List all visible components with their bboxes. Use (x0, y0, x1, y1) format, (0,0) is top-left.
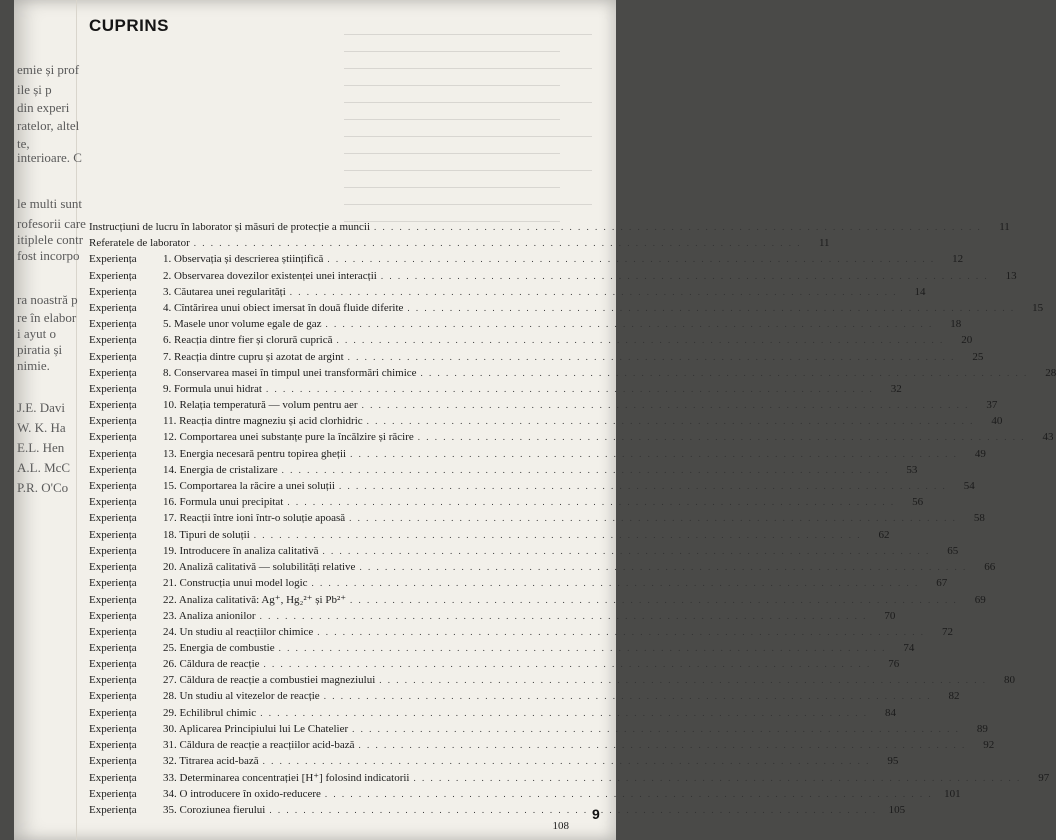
toc-dot-leader (337, 335, 945, 345)
toc-entry-page: 108 (552, 819, 569, 832)
toc-entry-page: 84 (884, 706, 896, 719)
bleed-text-line: fost incorpo (17, 248, 80, 263)
bleed-text-line: piratia și (17, 342, 63, 357)
bleed-text-line: ra noastră p (17, 292, 78, 307)
toc-entry-page: 18 (950, 318, 962, 331)
toc-entry-title: 14. Energia de cristalizare (163, 463, 278, 476)
toc-dot-leader (269, 805, 877, 815)
toc-entry-page: 11 (818, 237, 830, 250)
toc-entry-title: 15. Comportarea la răcire a unei soluții (163, 480, 335, 492)
toc-entry (89, 722, 988, 739)
toc-entry-page: 11 (999, 221, 1010, 233)
toc-entry-page: 82 (948, 690, 960, 703)
toc-entry (89, 787, 961, 804)
toc-entry-page: 43 (1042, 431, 1054, 444)
toc-entry-label: Experiența (89, 366, 137, 379)
toc-entry-title: 16. Formula unui precipitat (163, 496, 284, 509)
toc-entry-label: Experiența (89, 755, 137, 768)
toc-entry-label: Experiența (89, 690, 137, 703)
toc-entry-title: 33. Determinarea concentrației [H⁺] folosind indicatorii (163, 772, 410, 785)
toc-entry (89, 350, 984, 367)
bleed-text-line: itiplele contr (17, 232, 84, 247)
toc-entry-page: 97 (1038, 772, 1050, 785)
toc-entry (89, 237, 830, 253)
toc-dot-leader (350, 449, 958, 459)
toc-entry-title: 11. Reacția dintre magneziu și acid clorhidric (163, 415, 363, 428)
toc-entry-label: Experiența (89, 350, 137, 363)
toc-dot-leader (322, 546, 930, 556)
toc-entry (89, 301, 1044, 318)
toc-dot-leader (254, 530, 862, 540)
toc-entry-page: 13 (1005, 269, 1017, 282)
toc-entry-label: Experiența (89, 528, 137, 541)
toc-dot-leader (362, 400, 970, 410)
toc-entry (89, 625, 954, 642)
page-title: CUPRINS (89, 16, 170, 35)
toc-entry-title: 8. Conservarea masei în timpul unei transformări chimice (163, 366, 417, 379)
toc-entry-title: 25. Energia de combustie (163, 641, 275, 654)
toc-dot-leader (407, 303, 1015, 313)
toc-entry (89, 609, 896, 626)
toc-entry (89, 593, 986, 609)
toc-entry-label: Experiența (89, 334, 137, 347)
toc-entry-page: 74 (903, 641, 915, 654)
toc-entry (89, 496, 924, 512)
toc-entry-title: 10. Relația temperatură — volum pentru aer (163, 399, 358, 412)
toc-entry-label: Experiența (89, 544, 137, 557)
toc-entry-title: Instrucțiuni de lucru în laborator și măsuri de protecție a muncii (89, 221, 371, 233)
toc-entry-page: 69 (974, 594, 986, 607)
toc-entry-page: 54 (963, 480, 975, 492)
toc-entry (89, 318, 962, 334)
toc-entry-title: 5. Masele unor volume egale de gaz (163, 318, 322, 331)
toc-entry-title: 23. Analiza anionilor (163, 609, 256, 622)
toc-entry (89, 221, 1010, 237)
toc-dot-leader (374, 222, 982, 232)
toc-entry-page: 62 (878, 528, 890, 541)
toc-entry (89, 771, 1050, 787)
bleed-text-line: P.R. O'Co (17, 480, 69, 495)
toc-dot-leader (352, 724, 960, 734)
toc-dot-leader (350, 595, 958, 605)
toc-entry-page: 40 (991, 415, 1003, 428)
toc-entry-label: Experiența (89, 803, 137, 816)
toc-entry-page: 14 (914, 285, 926, 298)
toc-entry (89, 577, 948, 593)
toc-entry-title: 22. Analiza calitativă: Ag⁺, Hg₂²⁺ și Pb²⁺ (163, 594, 347, 607)
toc-entry-label: Experiența (89, 496, 137, 509)
toc-entry-label: Experiența (89, 480, 137, 492)
toc-entry (89, 512, 985, 528)
toc-dot-leader (358, 740, 966, 750)
toc-entry (89, 285, 926, 302)
toc-entry-title: 18. Tipuri de soluții (163, 528, 250, 541)
toc-entry-title: 17. Reacții între ioni într-o soluție apoasă (163, 512, 346, 525)
toc-entry-page: 32 (890, 382, 902, 395)
bleed-text-line: te, (17, 136, 30, 151)
toc-trailing-page (89, 820, 569, 836)
toc-dot-leader (266, 384, 874, 394)
book-page (14, 0, 1056, 840)
toc-entry-label: Experiența (89, 706, 137, 719)
toc-dot-leader (367, 416, 975, 426)
toc-dot-leader (418, 432, 1026, 442)
toc-entry-title: 7. Reacția dintre cupru și azotat de argint (163, 350, 344, 363)
toc-entry-title: 31. Căldura de reacție a reacțiilor acid-bază (163, 739, 355, 751)
toc-entry-label: Experiența (89, 641, 137, 654)
toc-entry-title: 13. Energia necesară pentru topirea gheții (163, 447, 347, 460)
toc-dot-leader (325, 789, 933, 799)
toc-entry-label: Experiența (89, 301, 137, 314)
toc-entry (89, 755, 899, 771)
bleed-text-line: ratelor, altel (17, 118, 80, 133)
toc-entry-label: Experiența (89, 318, 137, 331)
bleed-text-line: din experi (17, 100, 70, 115)
toc-dot-leader (327, 254, 935, 264)
bleed-text-line: ile și p (17, 82, 52, 97)
toc-entry-title: 2. Observarea dovezilor existenței unei interacții (163, 269, 377, 282)
toc-entry-title: 30. Aplicarea Principiului lui Le Chatelier (163, 722, 349, 735)
toc-entry (89, 382, 902, 399)
toc-entry-label: Experiența (89, 285, 137, 298)
toc-dot-leader (290, 287, 898, 297)
toc-entry (89, 528, 890, 545)
toc-dot-leader (324, 691, 932, 701)
toc-entry (89, 463, 918, 480)
toc-entry-page: 67 (936, 577, 948, 590)
toc-entry-page: 105 (888, 803, 906, 816)
toc-entry-label: Experiența (89, 431, 137, 444)
toc-entry-page: 66 (984, 560, 996, 573)
toc-entry-label: Experiența (89, 722, 137, 735)
table-of-contents (89, 221, 1056, 836)
toc-entry-label: Experiența (89, 512, 137, 525)
toc-entry-title: 29. Echilibrul chimic (163, 706, 257, 719)
bleed-text-line: le multi sunt (17, 196, 82, 211)
toc-dot-leader (264, 659, 872, 669)
toc-entry-label: Experiența (89, 787, 137, 800)
toc-entry-title: 32. Titrarea acid-bază (163, 755, 259, 768)
toc-entry (89, 803, 906, 820)
toc-entry-page: 25 (972, 350, 984, 363)
toc-entry-label: Experiența (89, 560, 137, 573)
toc-entry-label: Experiența (89, 463, 137, 476)
toc-dot-leader (421, 368, 1029, 378)
toc-entry-label: Experiența (89, 382, 137, 395)
toc-dot-leader (260, 708, 868, 718)
toc-entry-page: 20 (961, 334, 973, 347)
toc-entry-page: 72 (942, 625, 954, 638)
bleed-text-line: E.L. Hen (17, 440, 65, 455)
toc-dot-leader (348, 352, 956, 362)
toc-entry-title: 26. Căldura de reacție (163, 658, 260, 671)
toc-entry-page: 101 (944, 787, 961, 800)
toc-entry-page: 12 (952, 253, 964, 266)
toc-entry-page: 56 (912, 496, 924, 509)
toc-entry-title: 1. Observația și descrierea științifică (163, 253, 324, 266)
toc-entry-title: 4. Cîntărirea unui obiect imersat în două fluide diferite (163, 301, 404, 314)
toc-dot-leader (287, 497, 895, 507)
toc-entry-page: 37 (986, 399, 998, 412)
toc-entry (89, 658, 900, 674)
toc-entry-label: Experiența (89, 772, 137, 785)
toc-entry-title: 28. Un studiu al vitezelor de reacție (163, 690, 320, 703)
bleed-text-line: i ayut o (17, 326, 56, 341)
bleed-text-line: nimie. (17, 358, 50, 373)
toc-dot-leader (326, 319, 934, 329)
toc-entry-page: 76 (888, 658, 900, 671)
show-through-ghost-text (344, 28, 614, 228)
toc-entry-title: 19. Introducere în analiza calitativă (163, 544, 319, 557)
toc-entry-title: 20. Analiză calitativă — solubilități relative (163, 560, 356, 573)
toc-entry-label: Experiența (89, 609, 137, 622)
bleed-text-line: re în elabor (17, 310, 77, 325)
toc-dot-leader (263, 756, 871, 766)
toc-entry-label: Experiența (89, 594, 137, 607)
bleed-text-line: W. K. Ha (17, 420, 66, 435)
toc-entry (89, 739, 995, 755)
toc-entry (89, 690, 960, 706)
toc-entry-title: 27. Căldura de reacție a combustiei magneziului (163, 674, 376, 687)
toc-dot-leader (317, 627, 925, 637)
toc-entry-label: Experiența (89, 447, 137, 460)
toc-entry (89, 480, 975, 496)
toc-dot-leader (312, 578, 920, 588)
bleed-text-line: interioare. C (17, 150, 82, 165)
toc-dot-leader (359, 562, 967, 572)
toc-entry-page: 53 (906, 463, 918, 476)
toc-entry-page: 28 (1045, 366, 1056, 379)
toc-dot-leader (279, 643, 887, 653)
toc-dot-leader (414, 773, 1022, 783)
toc-entry-label: Experiența (89, 415, 137, 428)
bleed-text-line: emie și prof (17, 62, 80, 77)
toc-entry-label: Experiența (89, 625, 137, 638)
toc-entry (89, 674, 1016, 690)
toc-entry-title: 21. Construcția unui model logic (163, 577, 308, 590)
toc-entry (89, 366, 1056, 383)
toc-dot-leader (282, 465, 890, 475)
toc-entry (89, 447, 986, 464)
bleed-text-line: rofesorii care (17, 216, 86, 231)
toc-entry-page: 65 (947, 544, 959, 557)
bleed-text-line: A.L. McC (17, 460, 71, 475)
toc-entry (89, 706, 896, 723)
toc-entry (89, 399, 998, 415)
toc-entry (89, 269, 1017, 286)
toc-entry (89, 415, 1003, 431)
toc-entry-label: Experiența (89, 269, 137, 282)
toc-entry-title: 12. Comportarea unei substanțe pure la încălzire și răcire (163, 431, 414, 444)
toc-entry-page: 89 (976, 722, 988, 735)
toc-entry-label: Experiența (89, 658, 137, 671)
toc-entry (89, 560, 996, 577)
toc-dot-leader (194, 238, 802, 248)
page-number: 9 (592, 806, 600, 822)
toc-entry-page: 95 (887, 755, 899, 768)
toc-dot-leader (349, 513, 957, 523)
toc-entry-page: 58 (973, 512, 985, 525)
toc-entry-page: 15 (1032, 301, 1044, 314)
toc-entry-label: Experiența (89, 253, 137, 266)
toc-entry-title: 9. Formula unui hidrat (163, 382, 262, 395)
toc-entry-page: 92 (983, 739, 995, 751)
bleed-text-line: J.E. Davi (17, 400, 66, 415)
toc-entry (89, 431, 1054, 447)
toc-entry-page: 49 (974, 447, 986, 460)
toc-entry-title: 24. Un studiu al reacțiilor chimice (163, 625, 314, 638)
toc-entry-label: Experiența (89, 399, 137, 412)
toc-entry-page: 80 (1004, 674, 1016, 687)
toc-entry-title: 6. Reacția dintre fier și clorură cuprică (163, 334, 333, 347)
toc-entry-page: 70 (884, 609, 896, 622)
toc-entry-label: Experiența (89, 739, 137, 751)
toc-entry (89, 334, 973, 350)
facing-page-bleed-text (14, 0, 86, 840)
toc-entry (89, 253, 964, 269)
toc-entry-label: Experiența (89, 577, 137, 590)
toc-entry-title: 3. Căutarea unei regularități (163, 285, 286, 298)
toc-entry (89, 544, 959, 561)
toc-dot-leader (379, 675, 987, 685)
toc-entry-title: Referatele de laborator (89, 237, 190, 250)
toc-entry-label: Experiența (89, 674, 137, 687)
toc-entry-title: 34. O introducere în oxido-reducere (163, 787, 321, 800)
toc-dot-leader (260, 611, 868, 621)
toc-entry (89, 641, 915, 658)
toc-dot-leader (381, 271, 989, 281)
toc-dot-leader (339, 481, 947, 491)
toc-entry-title: 35. Coroziunea fierului (163, 803, 266, 816)
